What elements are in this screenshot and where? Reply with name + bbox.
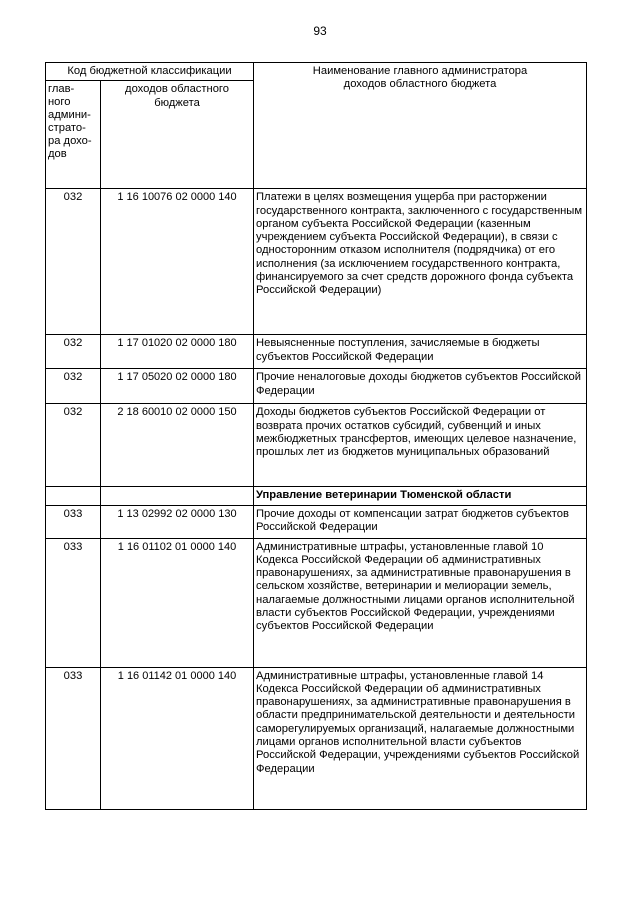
header-budget-classification-code: Код бюджетной классификации: [46, 63, 254, 81]
budget-code-cell: 1 17 05020 02 0000 180: [101, 369, 254, 404]
admin-code-cell: 033: [46, 538, 101, 667]
header-administrator-name-text: Наименование главного администратора доходов областного бюджета: [312, 65, 528, 91]
header-row-group: [46, 63, 587, 81]
admin-code-cell: 032: [46, 404, 101, 487]
table-row: [46, 369, 587, 404]
table-row: [46, 404, 587, 487]
section-header-row: [46, 487, 587, 505]
description-cell: Невыясненные поступления, зачисляемые в бюджеты субъектов Российской Федерации: [254, 335, 587, 369]
header-administrator-name: [254, 63, 587, 189]
table-row: [46, 505, 587, 538]
description-cell: Административные штрафы, установленные главой 10 Кодекса Российской Федерации об административных правонарушениях, за административные правонарушения в сельском хозяйстве, ветеринарии и мелиорации земель, налагаемые должностными лицами органов исполнительной власти субъектов Российской Федерации, учреждениями субъектов Российской Федерации: [254, 538, 587, 667]
budget-classification-table: [45, 62, 587, 810]
table-row: [46, 667, 587, 809]
budget-code-cell: 1 17 01020 02 0000 180: [101, 335, 254, 369]
budget-code-cell: 1 16 10076 02 0000 140: [101, 189, 254, 335]
description-cell: Платежи в целях возмещения ущерба при расторжении государственного контракта, заключенного с государственным органом субъекта Российской Федерации (казенным учреждением субъекта Российской Федерации), в связи с односторонним отказом исполнителя (подрядчика) от его исполнения (за исключением государственного контракта, финансируемого за счет средств дорожного фонда субъекта Российской Федерации): [254, 189, 587, 335]
description-cell: Административные штрафы, установленные главой 14 Кодекса Российской Федерации об административных правонарушениях, за административные правонарушения в области предпринимательской деятельности и деятельности саморегулируемых организаций, налагаемые должностными лицами органов исполнительной власти субъектов Российской Федерации, учреждениями субъектов Российской Федерации: [254, 667, 587, 809]
description-cell: Доходы бюджетов субъектов Российской Федерации от возврата прочих остатков субсидий, субвенций и иных межбюджетных трансфертов, имеющих целевое назначение, прошлых лет из бюджетов муниципальных образований: [254, 404, 587, 487]
table-row: [46, 538, 587, 667]
admin-code-cell: [46, 487, 101, 505]
admin-code-cell: 032: [46, 189, 101, 335]
description-cell: Прочие доходы от компенсации затрат бюджетов субъектов Российской Федерации: [254, 505, 587, 538]
admin-code-cell: 033: [46, 667, 101, 809]
budget-code-cell: 1 16 01102 01 0000 140: [101, 538, 254, 667]
admin-code-cell: 032: [46, 335, 101, 369]
budget-code-cell: 2 18 60010 02 0000 150: [101, 404, 254, 487]
description-cell: Прочие неналоговые доходы бюджетов субъектов Российской Федерации: [254, 369, 587, 404]
header-chief-administrator: [46, 81, 101, 189]
section-title-veterinary-department: Управление ветеринарии Тюменской области: [254, 487, 587, 505]
table-row: [46, 335, 587, 369]
page-number: 93: [313, 24, 327, 38]
admin-code-cell: 032: [46, 369, 101, 404]
header-regional-budget-income: [101, 81, 254, 189]
admin-code-cell: 033: [46, 505, 101, 538]
budget-code-cell: [101, 487, 254, 505]
header-regional-budget-income-text: доходов областного бюджета: [125, 83, 229, 109]
budget-code-cell: 1 16 01142 01 0000 140: [101, 667, 254, 809]
header-chief-administrator-text: глав- ного админи- страто- ра дохо- дов: [48, 83, 92, 161]
budget-code-cell: 1 13 02992 02 0000 130: [101, 505, 254, 538]
table-row: [46, 189, 587, 335]
